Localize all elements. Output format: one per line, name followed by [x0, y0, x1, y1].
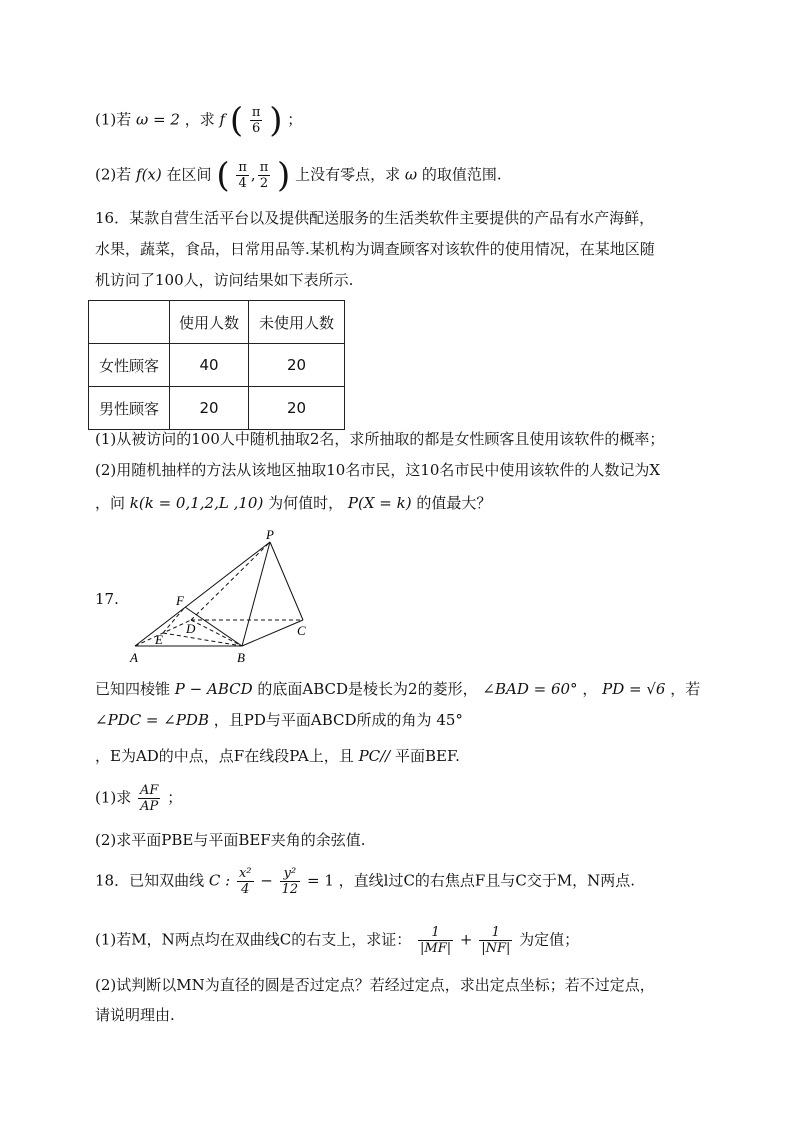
q18-line1-pre: 18．已知双曲线	[95, 871, 205, 890]
q16-sub2b	[95, 492, 491, 514]
frac-num: 1	[418, 925, 453, 941]
q17-line3-end: 平面BEF.	[395, 747, 460, 765]
q16-table	[88, 300, 345, 430]
q17-angle-bad: ∠BAD = 60°	[482, 680, 578, 698]
q18-line1-end: ，直线l过C的右焦点F且与C交于M，N两点.	[338, 871, 636, 890]
label-D: D	[186, 621, 196, 636]
frac-den: 2	[259, 176, 269, 191]
q17-sub1-pre: (1)求	[95, 788, 132, 807]
table-header-cell	[89, 301, 170, 344]
q16-k-expr: k(k = 0,1,2,L ,10)	[129, 494, 264, 512]
q17-line1-mid: 的底面ABCD是棱长为2的菱形，	[257, 680, 478, 698]
pyramid-figure	[125, 530, 325, 670]
q15-part1-end: ；	[287, 110, 303, 129]
label-B: B	[237, 650, 245, 665]
q18-fraction-1-mf	[418, 925, 453, 956]
q18-sub1	[95, 925, 579, 956]
table-cell: 男性顾客	[89, 387, 170, 430]
table-header-row	[89, 301, 345, 344]
frac-den: 4	[238, 176, 247, 191]
q17-line3-pre: ，E为AD的中点，点F在线段PA上，且	[95, 747, 354, 765]
q18-eq: = 1	[306, 871, 334, 890]
left-paren: (	[216, 155, 230, 196]
q18-sub1-pre: (1)若M，N两点均在双曲线C的右支上，求证：	[95, 930, 412, 949]
table-cell: 20	[249, 387, 345, 430]
q15-fx: f(x)	[136, 165, 162, 184]
q18-fraction-1-nf	[479, 925, 512, 956]
edge-AP	[135, 542, 270, 646]
q18-line1	[95, 866, 635, 897]
label-E: E	[155, 632, 163, 647]
q15-part2-end: 的取值范围.	[421, 165, 502, 184]
q17-line1	[95, 678, 700, 700]
edge-CP	[270, 542, 303, 620]
table-cell: 40	[170, 344, 249, 387]
q17-line2	[95, 709, 463, 731]
table-cell: 女性顾客	[89, 344, 170, 387]
table-header-cell: 未使用人数	[249, 301, 345, 344]
q15-part2-prefix: (2)若	[95, 165, 132, 184]
frac-den: |NF|	[481, 941, 511, 956]
q16-sub1: (1)从被访问的100人中随机抽取2名，求所抽取的都是女性顾客且使用该软件的概率；	[95, 430, 665, 448]
frac-num: AF	[140, 783, 159, 798]
q18-fraction-y2-12	[280, 866, 301, 897]
q18-minus: −	[260, 871, 273, 890]
q17-line2-rest: ，且PD与平面ABCD所成的角为	[213, 711, 432, 729]
q16-sub2b-mid: 为何值时，	[268, 494, 344, 512]
frac-num: π	[259, 160, 269, 175]
q17-number: 17.	[95, 590, 119, 608]
q15-fraction-pi-4	[236, 160, 249, 191]
q16-sub2b-pre: ，问	[95, 494, 126, 512]
q18-plus: +	[459, 930, 473, 949]
frac-den: AP	[140, 799, 159, 814]
q18-sub2b: 请说明理由.	[95, 1006, 175, 1024]
frac-num: π	[238, 160, 247, 175]
q15-omega: ω	[404, 165, 418, 184]
q17-angle-pdc: ∠PDC = ∠PDB	[95, 711, 209, 729]
q15-part2-mid: 在区间	[166, 165, 212, 184]
q16-sub2b-end: 的值最大？	[416, 494, 492, 512]
q15-part2	[95, 155, 502, 196]
q17-sub1	[95, 783, 182, 814]
q17-line1-end: ，若	[670, 680, 701, 698]
table-header-cell: 使用人数	[170, 301, 249, 344]
q17-sub1-end: ；	[167, 788, 183, 807]
right-paren: )	[277, 155, 291, 196]
frac-den: 4	[241, 882, 250, 897]
q17-line1-pre: 已知四棱锥	[95, 680, 171, 698]
frac-den: |MF|	[420, 941, 452, 956]
q15-part1-prefix: (1)若	[95, 110, 132, 129]
q15-fraction-pi-2	[258, 160, 271, 191]
frac-num: 1	[479, 925, 512, 941]
edge-BP	[242, 542, 270, 646]
q15-f: f	[219, 110, 226, 129]
q15-fraction-pi-6	[250, 105, 263, 136]
frac-den: 6	[252, 121, 261, 136]
frac-den: 12	[281, 882, 299, 897]
q17-pc: PC//	[358, 747, 391, 765]
diagonal-DB	[191, 620, 242, 646]
q16-line3: 机访问了100人，访问结果如下表所示.	[95, 271, 354, 289]
table-cell: 20	[170, 387, 249, 430]
q17-fraction-af-ap	[138, 783, 160, 814]
q15-omega-eq: ω = 2	[136, 110, 180, 129]
left-paren: (	[229, 100, 244, 141]
table-row	[89, 387, 345, 430]
table-cell: 20	[249, 344, 345, 387]
q17-pd: PD = √6	[602, 680, 666, 698]
q15-part1	[95, 100, 303, 141]
frac-num: π	[251, 105, 261, 120]
comma: ,	[250, 165, 256, 184]
q16-line1: 16．某款自营生活平台以及提供配送服务的生活类软件主要提供的产品有水产海鲜，	[95, 209, 655, 227]
frac-num: y²	[280, 866, 301, 882]
q15-part1-mid: ，求	[184, 110, 215, 129]
right-paren: )	[269, 100, 283, 141]
q17-line3	[95, 745, 460, 767]
q18-sub1-end: 为定值；	[519, 930, 580, 949]
label-C: C	[297, 623, 306, 638]
frac-num: x²	[238, 866, 252, 881]
edge-BC	[242, 620, 303, 646]
q17-sep: ，	[582, 680, 598, 698]
q18-c: C :	[208, 871, 231, 890]
q17-deg: 45°	[436, 711, 463, 729]
q18-fraction-x2-4	[237, 866, 254, 897]
segment-EF	[163, 607, 185, 633]
q17-pabcd: P − ABCD	[174, 680, 253, 698]
q16-p-expr: P(X = k)	[347, 494, 412, 512]
q15-part2-after: 上没有零点，求	[295, 165, 401, 184]
label-A: A	[130, 650, 138, 665]
edge-DP	[191, 542, 270, 620]
q16-line2: 水果，蔬菜，食品，日常用品等.某机构为调查顾客对该软件的使用情况，在某地区随	[95, 240, 655, 258]
q16-sub2a: (2)用随机抽样的方法从该地区抽取10名市民，这10名市民中使用该软件的人数记为X	[95, 461, 661, 479]
label-F: F	[176, 593, 184, 608]
q17-sub2: (2)求平面PBE与平面BEF夹角的余弦值.	[95, 831, 366, 849]
table-row	[89, 344, 345, 387]
label-P: P	[266, 530, 274, 542]
q18-sub2a: (2)试判断以MN为直径的圆是否过定点？若经过定点，求出定点坐标；若不过定点，	[95, 976, 655, 994]
